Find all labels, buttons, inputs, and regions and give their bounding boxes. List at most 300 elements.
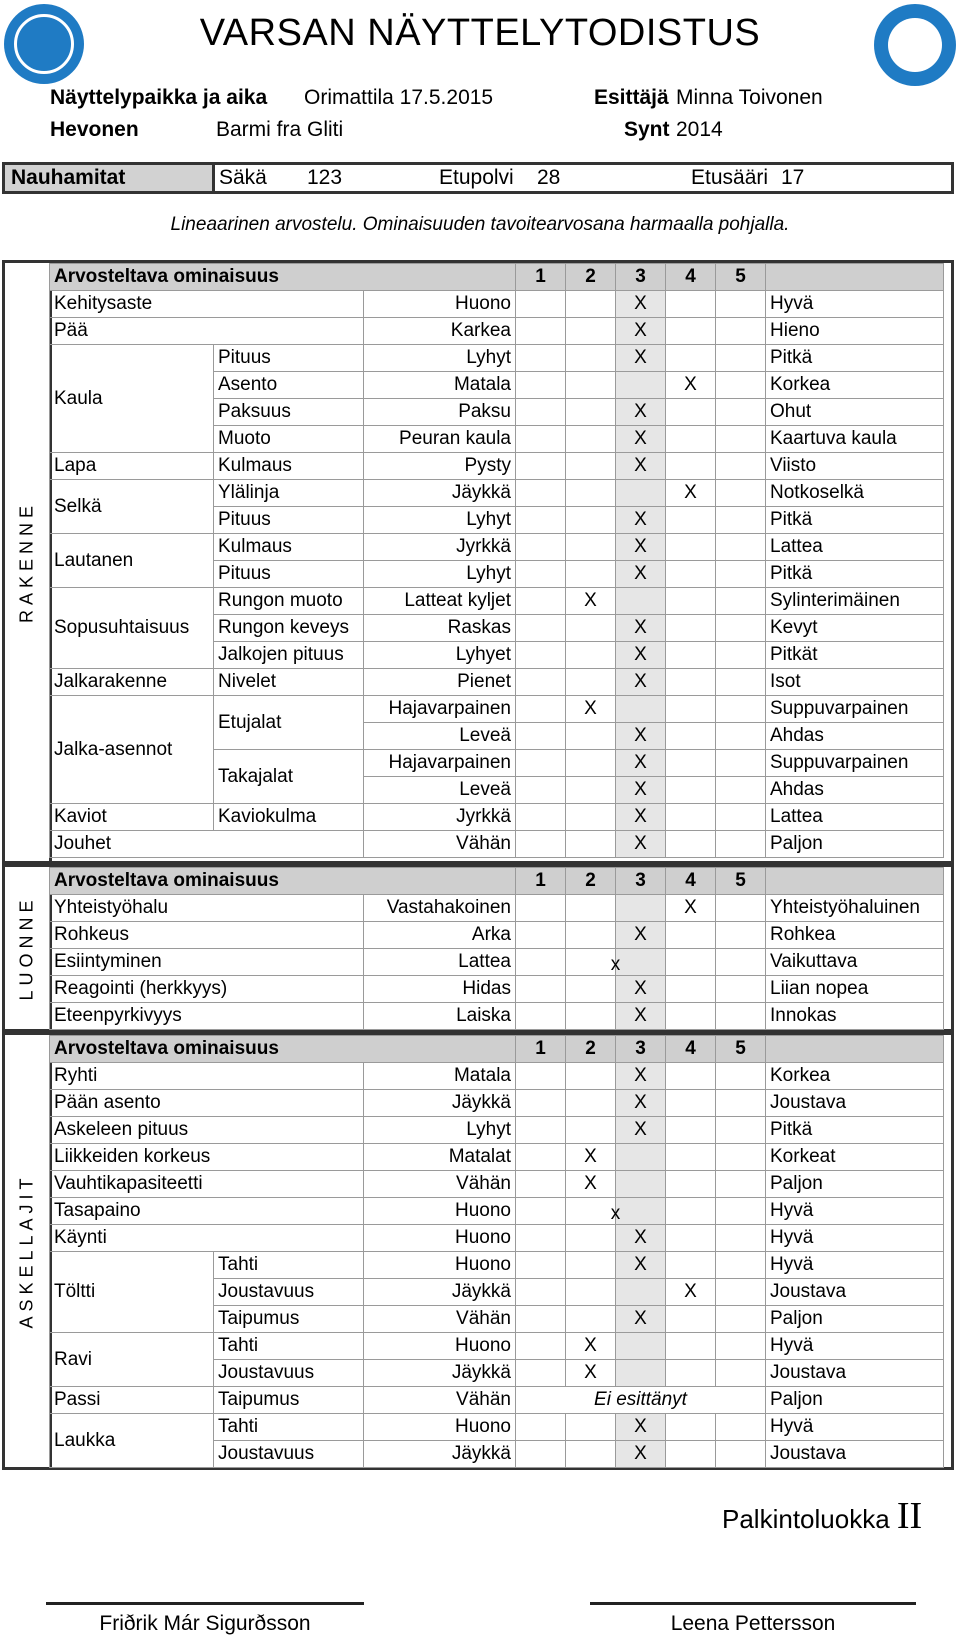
table-row [50,922,944,949]
rating-cell-4 [666,426,716,453]
low-descriptor: Huono [364,1198,516,1225]
rating-cell-5 [716,922,766,949]
low-descriptor: Paksu [364,399,516,426]
low-descriptor: Huono [364,1333,516,1360]
rating-cell-5 [716,976,766,1003]
rating-mark: x [610,1203,621,1224]
rating-cell-1 [516,453,566,480]
rating-cell-4 [666,895,716,922]
rating-cell-5 [716,895,766,922]
table-row [50,1003,944,1030]
rating-cell-5 [716,1414,766,1441]
rating-cell-1 [516,696,566,723]
low-descriptor: Jyrkkä [364,534,516,561]
saka-value: 123 [307,166,343,189]
trait-group: Ravi [50,1333,214,1387]
high-descriptor: Hyvä [766,1414,944,1441]
low-descriptor: Leveä [364,723,516,750]
rating-cell-2 [566,831,616,858]
rating-cell-5 [716,1441,766,1468]
rating-cell-4 [666,318,716,345]
trait-sub: Ylälinja [214,480,364,507]
rating-mark: X [634,1254,647,1275]
rating-cell-4 [666,291,716,318]
high-descriptor: Hyvä [766,291,944,318]
header-score-2: 2 [566,868,616,895]
rating-cell-4 [666,831,716,858]
rating-cell-1 [516,1306,566,1333]
rating-cell-4 [666,1144,716,1171]
rating-cell-3 [616,831,666,858]
trait-sub: Joustavuus [214,1279,364,1306]
rating-mark: X [684,482,697,503]
table-row [50,1063,944,1090]
rating-cell-3 [616,1225,666,1252]
rating-cell-4 [666,1090,716,1117]
prize-label: Palkintoluokka [722,1504,890,1534]
etusaari-label: Etusääri [691,166,769,189]
table-row [50,1252,944,1279]
rating-cell-5 [716,1117,766,1144]
rating-cell-1 [516,642,566,669]
table-row [50,1333,944,1360]
rating-cell-3 [616,372,666,399]
rating-cell-4 [666,1279,716,1306]
header-score-1: 1 [516,1036,566,1063]
low-descriptor: Vähän [364,1171,516,1198]
rating-cell-1 [516,976,566,1003]
rating-cell-4 [666,1441,716,1468]
low-descriptor: Hajavarpainen [364,750,516,777]
trait-sub: Etujalat [214,696,364,750]
rating-cell-4 [666,922,716,949]
rating-cell-4 [666,1171,716,1198]
rating-cell-1 [516,1441,566,1468]
trait-group: Pään asento [50,1090,364,1117]
high-descriptor: Isot [766,669,944,696]
rating-cell-4 [666,976,716,1003]
rating-cell-3 [616,507,666,534]
high-descriptor: Paljon [766,831,944,858]
rating-mark: X [634,1005,647,1026]
table-row [50,1090,944,1117]
rating-cell-5 [716,399,766,426]
rating-cell-5 [716,534,766,561]
rating-cell-1 [516,750,566,777]
rating-cell-1 [516,922,566,949]
low-descriptor: Pysty [364,453,516,480]
rating-cell-1 [516,1414,566,1441]
rating-cell-4 [666,507,716,534]
header-score-2: 2 [566,264,616,291]
rating-cell-2 [566,345,616,372]
rating-cell-5 [716,1333,766,1360]
table-header-row [50,1036,944,1063]
low-descriptor: Leveä [364,777,516,804]
rating-mark: X [634,779,647,800]
place-value: Orimattila 17.5.2015 [304,86,494,109]
rating-cell-1 [516,561,566,588]
high-descriptor: Pitkä [766,1117,944,1144]
high-descriptor: Hyvä [766,1252,944,1279]
rating-cell-4 [666,372,716,399]
table-row [50,1225,944,1252]
rating-cell-3 [616,1117,666,1144]
trait-group: Eteenpyrkivyys [50,1003,364,1030]
low-descriptor: Raskas [364,615,516,642]
rating-mark: X [634,833,647,854]
rating-cell-2 [566,1117,616,1144]
rating-cell-3 [616,895,666,922]
trait-group: Kaviot [50,804,214,831]
low-descriptor: Jäykkä [364,1360,516,1387]
rating-cell-2 [566,777,616,804]
low-descriptor: Matala [364,1063,516,1090]
table-row [50,1171,944,1198]
rating-cell-1 [516,345,566,372]
trait-sub: Takajalat [214,750,364,804]
rating-cell-2 [566,1198,621,1225]
rating-cell-1 [516,534,566,561]
rating-cell-1 [516,669,566,696]
rating-cell-5 [716,949,766,976]
rating-cell-1 [516,831,566,858]
trait-group: Lapa [50,453,214,480]
rating-cell-1 [516,1090,566,1117]
table-row [50,480,944,507]
high-descriptor: Sylinterimäinen [766,588,944,615]
rating-cell-2 [566,1414,616,1441]
rating-mark: X [634,725,647,746]
askellajit-table [49,1035,944,1468]
trait-group: Jouhet [50,831,364,858]
rating-cell-3 [616,1198,666,1225]
high-descriptor: Korkeat [766,1144,944,1171]
low-descriptor: Karkea [364,318,516,345]
rating-cell-3 [616,345,666,372]
rating-cell-3 [616,534,666,561]
rating-mark: X [634,978,647,999]
table-row [50,1117,944,1144]
trait-group: Pää [50,318,364,345]
rating-cell-2 [566,976,616,1003]
rating-cell-2 [566,1279,616,1306]
rating-cell-1 [516,507,566,534]
rating-cell-1 [516,949,566,976]
place-label: Näyttelypaikka ja aika [50,86,268,109]
trait-sub: Jalkojen pituus [214,642,364,669]
rating-cell-5 [716,723,766,750]
low-descriptor: Vastahakoinen [364,895,516,922]
table-row [50,831,944,858]
high-descriptor: Vaikuttava [766,949,944,976]
rating-cell-5 [716,561,766,588]
low-descriptor: Hidas [364,976,516,1003]
rating-cell-1 [516,399,566,426]
trait-sub: Paksuus [214,399,364,426]
low-descriptor: Arka [364,922,516,949]
header-blank [766,1036,944,1063]
high-descriptor: Kevyt [766,615,944,642]
rating-mark: X [584,1146,597,1167]
rating-mark: X [634,320,647,341]
high-descriptor: Ohut [766,399,944,426]
rating-cell-2 [566,480,616,507]
header-score-1: 1 [516,264,566,291]
rating-cell-3 [616,949,666,976]
rating-cell-2 [566,291,616,318]
rating-cell-1 [516,480,566,507]
rating-mark: X [584,590,597,611]
rating-mark: X [634,752,647,773]
rating-cell-3 [616,696,666,723]
table-row [50,895,944,922]
high-descriptor: Hyvä [766,1198,944,1225]
table-row [50,696,944,723]
rating-cell-1 [516,1225,566,1252]
rating-cell-2 [566,1306,616,1333]
rating-cell-2 [566,1252,616,1279]
high-descriptor: Pitkät [766,642,944,669]
trait-group: Yhteistyöhalu [50,895,364,922]
table-header-row [50,868,944,895]
high-descriptor: Pitkä [766,561,944,588]
trait-sub: Taipumus [214,1306,364,1333]
rating-cell-1 [516,1279,566,1306]
low-descriptor: Jäykkä [364,1441,516,1468]
rating-mark: X [684,374,697,395]
rating-cell-4 [666,588,716,615]
rating-cell-1 [516,1117,566,1144]
trait-sub: Pituus [214,561,364,588]
high-descriptor: Paljon [766,1306,944,1333]
high-descriptor: Rohkea [766,922,944,949]
high-descriptor: Hyvä [766,1333,944,1360]
rating-cell-3 [616,1306,666,1333]
rating-cell-5 [716,291,766,318]
trait-group: Jalka-asennot [50,696,214,804]
prize-class [722,1494,922,1538]
table-row [50,1144,944,1171]
rating-cell-3 [616,777,666,804]
horse-value: Barmi fra Gliti [216,118,344,141]
rating-mark: X [584,1362,597,1383]
rating-cell-3 [616,1252,666,1279]
signature-line-1 [46,1602,364,1605]
rating-cell-4 [666,804,716,831]
trait-sub: Rungon muoto [214,588,364,615]
trait-sub: Joustavuus [214,1360,364,1387]
high-descriptor: Liian nopea [766,976,944,1003]
trait-sub: Pituus [214,507,364,534]
high-descriptor: Joustava [766,1441,944,1468]
header-blank [766,868,944,895]
table-row [50,345,944,372]
header-score-2: 2 [566,1036,616,1063]
high-descriptor: Viisto [766,453,944,480]
rating-cell-2 [566,1360,616,1387]
low-descriptor: Pienet [364,669,516,696]
low-descriptor: Jäykkä [364,1279,516,1306]
rating-cell-2 [566,1225,616,1252]
rating-cell-4 [666,1333,716,1360]
trait-group: Kaula [50,345,214,453]
rating-cell-1 [516,1360,566,1387]
rating-cell-2 [566,1144,616,1171]
trait-group: Reagointi (herkkyys) [50,976,364,1003]
header-score-4: 4 [666,264,716,291]
rating-cell-4 [666,777,716,804]
table-row [50,453,944,480]
low-descriptor: Jäykkä [364,1090,516,1117]
trait-group: Passi [50,1387,214,1414]
rating-cell-2 [566,922,616,949]
rating-cell-3 [616,1063,666,1090]
document-title: VARSAN NÄYTTELYTODISTUS [199,12,761,54]
rating-cell-2 [566,1441,616,1468]
low-descriptor: Lyhyt [364,561,516,588]
rating-cell-3 [616,1090,666,1117]
rating-cell-3 [616,750,666,777]
rating-mark: X [584,1335,597,1356]
rating-cell-2 [566,426,616,453]
rating-cell-2 [566,642,616,669]
rating-cell-1 [516,895,566,922]
rating-cell-1 [516,1171,566,1198]
low-descriptor: Lyhyet [364,642,516,669]
rating-cell-5 [716,804,766,831]
rating-cell-1 [516,1333,566,1360]
trait-group: Ryhti [50,1063,364,1090]
rating-mark: X [634,806,647,827]
rating-cell-2 [566,399,616,426]
rating-cell-4 [666,615,716,642]
rating-mark: X [634,509,647,530]
low-descriptor: Huono [364,1414,516,1441]
rating-mark: X [634,293,647,314]
rating-cell-5 [716,1063,766,1090]
rating-cell-4 [666,1360,716,1387]
trait-group: Vauhtikapasiteetti [50,1171,364,1198]
section-luonne [2,864,954,1032]
rating-cell-5 [716,588,766,615]
table-row [50,534,944,561]
low-descriptor: Peuran kaula [364,426,516,453]
rating-mark: X [584,698,597,719]
rating-mark: X [634,455,647,476]
header-score-3: 3 [616,868,666,895]
rating-mark: X [634,1443,647,1464]
rating-cell-3 [616,318,666,345]
table-row [50,588,944,615]
low-descriptor: Huono [364,1225,516,1252]
born-label: Synt [624,118,670,141]
rating-cell-3 [616,1279,666,1306]
rating-mark: Ei esittänyt [516,1387,766,1414]
rating-cell-3 [616,1441,666,1468]
etupolvi-label: Etupolvi [439,166,514,189]
low-descriptor: Lyhyt [364,507,516,534]
rating-cell-1 [516,777,566,804]
trait-sub: Tahti [214,1333,364,1360]
high-descriptor: Lattea [766,804,944,831]
header-score-1: 1 [516,868,566,895]
rating-cell-3 [616,976,666,1003]
rating-cell-5 [716,1090,766,1117]
rating-mark: X [634,428,647,449]
trait-group: Askeleen pituus [50,1117,364,1144]
rating-cell-4 [666,723,716,750]
trait-group: Kehitysaste [50,291,364,318]
table-row [50,669,944,696]
rating-cell-1 [516,1003,566,1030]
rating-cell-4 [666,1414,716,1441]
rating-cell-5 [716,453,766,480]
rating-cell-3 [616,804,666,831]
rating-cell-5 [716,318,766,345]
rating-cell-4 [666,399,716,426]
etusaari-value: 17 [781,166,805,189]
rating-cell-2 [566,1171,616,1198]
low-descriptor: Laiska [364,1003,516,1030]
rating-cell-2 [566,507,616,534]
rating-mark: x [610,954,621,975]
trait-sub: Tahti [214,1414,364,1441]
low-descriptor: Lattea [364,949,516,976]
rating-cell-2 [566,895,616,922]
header-blank [766,264,944,291]
low-descriptor: Matala [364,372,516,399]
rating-cell-2 [566,1003,616,1030]
table-row [50,318,944,345]
rating-cell-4 [666,642,716,669]
rating-cell-4 [666,1252,716,1279]
trait-group: Liikkeiden korkeus [50,1144,364,1171]
trait-group: Esiintyminen [50,949,364,976]
trait-group: Käynti [50,1225,364,1252]
low-descriptor: Hajavarpainen [364,696,516,723]
high-descriptor: Paljon [766,1387,944,1414]
trait-sub: Pituus [214,345,364,372]
low-descriptor: Lyhyt [364,345,516,372]
rating-cell-3 [616,642,666,669]
section-label-askellajit: ASKELLAJIT [16,1173,37,1329]
low-descriptor: Vähän [364,831,516,858]
rating-cell-2 [566,561,616,588]
trait-group: Laukka [50,1414,214,1468]
trait-sub: Tahti [214,1252,364,1279]
trait-group: Töltti [50,1252,214,1333]
rating-cell-5 [716,696,766,723]
trait-sub: Nivelet [214,669,364,696]
high-descriptor: Korkea [766,372,944,399]
rating-mark: X [634,617,647,638]
rating-cell-1 [516,291,566,318]
trait-sub: Kulmaus [214,534,364,561]
rating-cell-4 [666,1306,716,1333]
high-descriptor: Hyvä [766,1225,944,1252]
rating-cell-5 [716,669,766,696]
trait-sub: Asento [214,372,364,399]
rating-cell-5 [716,1279,766,1306]
rating-mark: X [684,897,697,918]
rating-cell-3 [616,1333,666,1360]
rating-cell-3 [616,723,666,750]
rating-cell-3 [616,561,666,588]
low-descriptor: Latteat kyljet [364,588,516,615]
presenter-value: Minna Toivonen [676,86,823,109]
header-label: Arvosteltava ominaisuus [50,868,516,895]
